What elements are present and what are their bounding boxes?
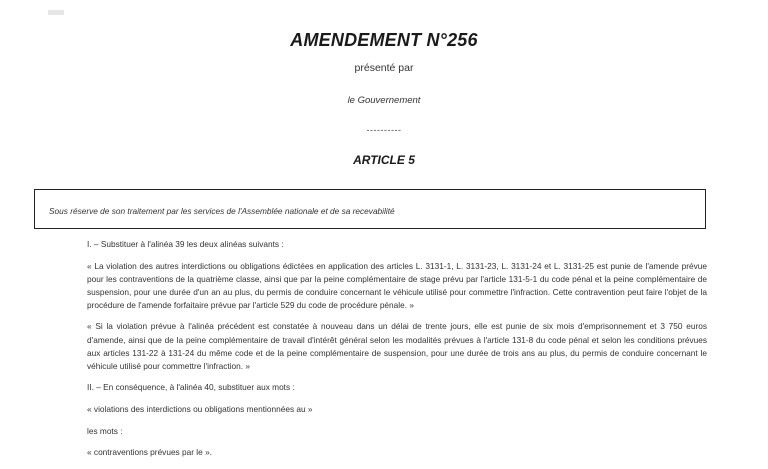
separator-line: ----------: [366, 125, 402, 135]
paragraph-words-label: les mots :: [87, 425, 123, 436]
paragraph-substitution-intro: I. – Substituer à l'alinéa 39 les deux alinéas suivants :: [87, 239, 284, 249]
reserve-notice-text: Sous réserve de son traitement par les services de l'Assemblée nationale et de sa recevabilité: [49, 206, 395, 216]
reserve-notice-box: [34, 189, 706, 229]
paragraph-old-words: « violations des interdictions ou obligations mentionnées au »: [87, 403, 313, 414]
paragraph-consequence-intro: II. – En conséquence, à l'alinéa 40, substituer aux mots :: [87, 382, 295, 393]
paragraph-new-words: « contraventions prévues par le ».: [87, 447, 212, 458]
amendment-title: AMENDEMENT N°256: [290, 30, 478, 50]
article-heading: ARTICLE 5: [353, 153, 415, 167]
presented-by-label: présenté par: [354, 62, 414, 74]
amendment-author: le Gouvernement: [347, 95, 421, 106]
page-corner-marker: [48, 10, 64, 15]
paragraph-first-violation: « La violation des autres interdictions ou obligations édictées en application des articles L. 3131-1, L. 3131-23, L. 3131-24 et L. 3131-25 est punie de l'amende prévue pour les contraventions de la quatrième classe, ainsi que par la peine complémentaire de stage prévu par l'article 131-5-1 du code pénal et la peine complémentaire de suspension, pour une durée d'un an au plus, du permis de conduire concernant le véhicule utilisé pour commettre l'infraction. Cette contravention peut faire l'objet de la procédure de l'amende forfaitaire prévue par l'article 529 du code de procédure pénale. »: [87, 260, 707, 310]
amendment-body: [87, 238, 707, 468]
paragraph-repeat-violation: « Si la violation prévue à l'alinéa précédent est constatée à nouveau dans un délai de trente jours, elle est punie de six mois d'emprisonnement et 3 750 euros d'amende, ainsi que de la peine complémentaire de travail d'intérêt général selon les modalités prévues à l'article 131-8 du code pénal et selon les conditions prévues aux articles 131-22 à 131-24 du même code et de la peine complémentaire de suspension, pour une durée de trois ans au plus, du permis de conduire concernant le véhicule utilisé pour commettre l'infraction. »: [87, 321, 707, 371]
